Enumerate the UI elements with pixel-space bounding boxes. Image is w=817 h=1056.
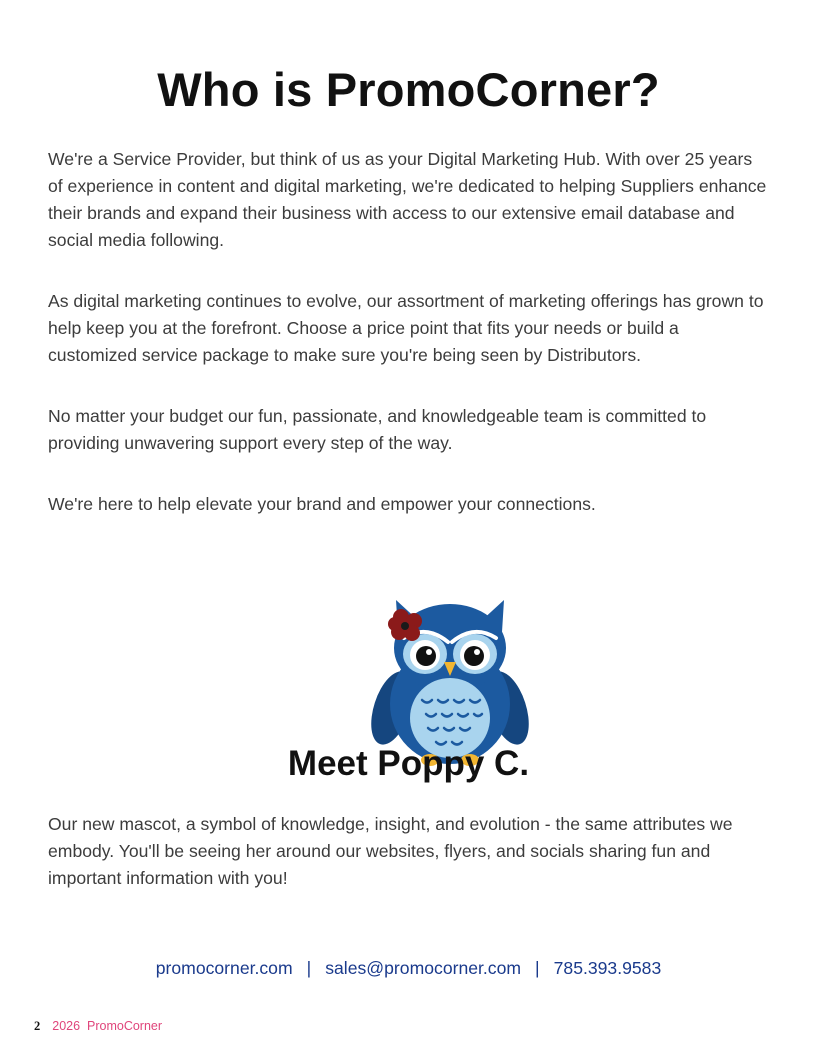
footer-brand: 2026 PromoCorner [52,1019,163,1033]
support-paragraph: No matter your budget our fun, passionate, and knowledgeable team is committed to providing unwavering support every step of the way. [48,406,707,453]
contact-bar [0,958,817,979]
page-title: Who is PromoCorner? [157,63,660,116]
mission-paragraph: We're here to help elevate your brand and empower your connections. [48,494,596,514]
contact-separator: | [306,958,312,978]
page-number: 2 [34,1019,41,1033]
intro-paragraph: We're a Service Provider, but think of us as your Digital Marketing Hub. With over 25 years of experience in content and digital marketing, we're dedicated to helping Suppliers enhance their brands and expand their business with access to our extensive email database and social media following. [48,149,767,250]
mascot-title: Meet Poppy C. [287,744,530,783]
page-footer [34,1019,162,1034]
website-link[interactable]: promocorner.com [155,958,293,978]
contact-separator: | [535,958,540,978]
mascot-description: Our new mascot, a symbol of knowledge, insight, and evolution - the same attributes we embody. You'll be seeing her around our websites, flyers, and socials sharing fun and important information with you! [48,814,733,888]
email-link[interactable]: sales@promocorner.com [325,958,522,978]
offerings-paragraph: As digital marketing continues to evolve, our assortment of marketing offerings has grown to help keep you at the forefront. Choose a price point that fits your needs or build a customized service package to make sure you're being seen by Distributors. [48,291,764,365]
phone-link[interactable]: 785.393.9583 [553,958,662,978]
